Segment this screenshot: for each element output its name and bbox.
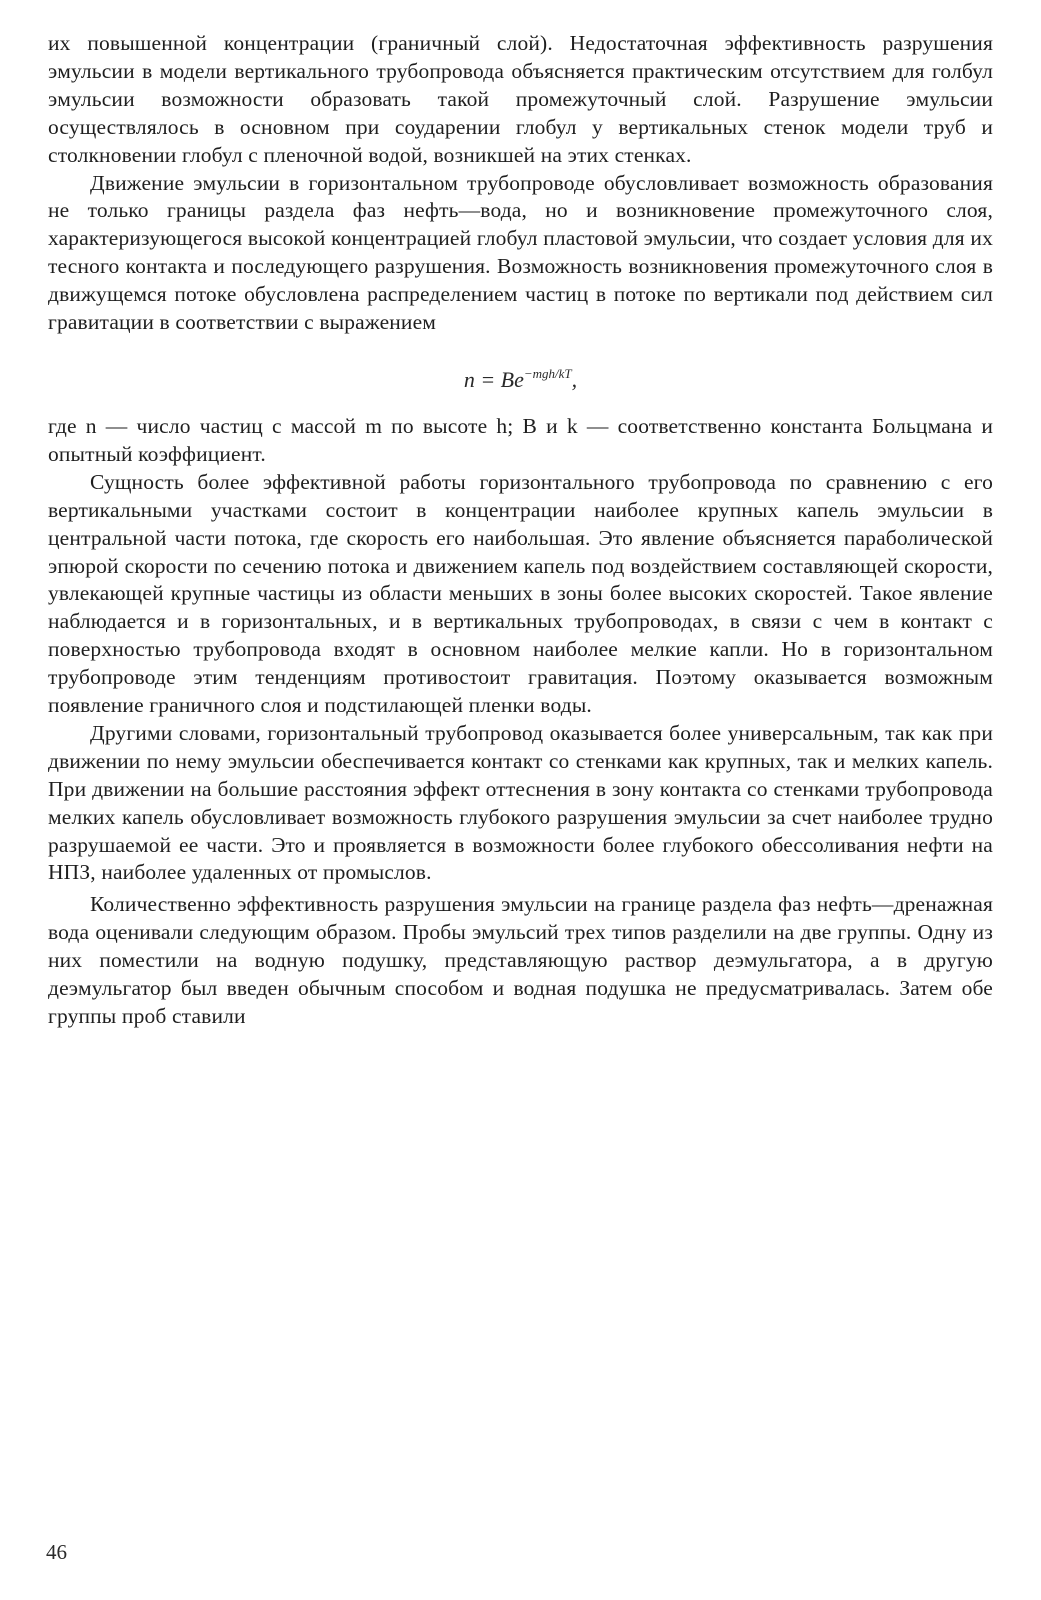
page-number: 46 xyxy=(46,1540,67,1564)
paragraph-2: Движение эмульсии в горизонтальном трубопроводе обусловливает возможность образования не только границы раздела фаз нефть—вода, но и возникновение промежуточного слоя, характеризующегося высокой концентрацией глобул пластовой эмульсии, что создает условия для их тесного контакта и последующего разрушения. Возможность возникновения промежуточного слоя в движущемся потоке обусловлена распределением частиц в потоке по вертикали под действием сил гравитации в соответствии с выражением xyxy=(48,170,993,335)
paragraph-4: Сущность более эффективной работы горизонтального трубопровода по сравнению с его вертикальными участками состоит в концентрации наиболее крупных капель эмульсии в центральной части потока, где скорость его наибольшая. Это явление объясняется параболической эпюрой скорости по сечению потока и движением капель под воздействием составляющей скорости, увлекающей крупные частицы из области меньших в зоны более высоких скоростей. Такое явление наблюдается и в горизонтальных, и в вертикальных трубопроводах, в связи с чем в контакт с поверхностью трубопровода входят в основном наиболее мелкие капли. Но в горизонтальном трубопроводе этим тенденциям противостоит гравитация. Поэтому оказывается возможным появление граничного слоя и подстилающей пленки воды. xyxy=(48,469,993,718)
page-body xyxy=(48,30,993,1031)
boltzmann-formula xyxy=(48,343,993,405)
formula-exponent: −mgh/kT xyxy=(523,365,572,381)
paragraph-3: где n — число частиц с массой m по высоте h; B и k — соответственно константа Больцмана и опытный коэффициент. xyxy=(48,413,993,466)
paragraph-5: Другими словами, горизонтальный трубопровод оказывается более универсальным, так как при движении по нему эмульсии обеспечивается контакт со стенками как крупных, так и мелких капель. При движении на большие расстояния эффект оттеснения в зону контакта со стенками трубопровода мелких капель обусловливает возможность глубокого разрушения эмульсии за счет наиболее трудно разрушаемой ее части. Это и проявляется в возможности более глубокого обессоливания нефти на НПЗ, наиболее удаленных от промыслов. xyxy=(48,720,993,885)
paragraph-6: Количественно эффективность разрушения эмульсии на границе раздела фаз нефть—дренажная вода оценивали следующим образом. Пробы эмульсий трех типов разделили на две группы. Одну из них поместили на водную подушку, представляющую раствор деэмульгатора, а в другую деэмульгатор был введен обычным способом и водная подушка не предусматривалась. Затем обе группы проб ставили xyxy=(48,892,993,1028)
formula-lhs: n = Be xyxy=(463,366,524,392)
formula-trail: , xyxy=(571,366,578,392)
paragraph-1: их повышенной концентрации (граничный слой). Недостаточная эффективность разрушения эмульсии в модели вертикального трубопровода объясняется практическим отсутствием для голбул эмульсии возможности образовать такой промежуточный слой. Разрушение эмульсии осуществлялось в основном при соударении глобул у вертикальных стенок модели труб и столкновении глобул с пленочной водой, возникшей на этих стенках. xyxy=(48,31,993,167)
